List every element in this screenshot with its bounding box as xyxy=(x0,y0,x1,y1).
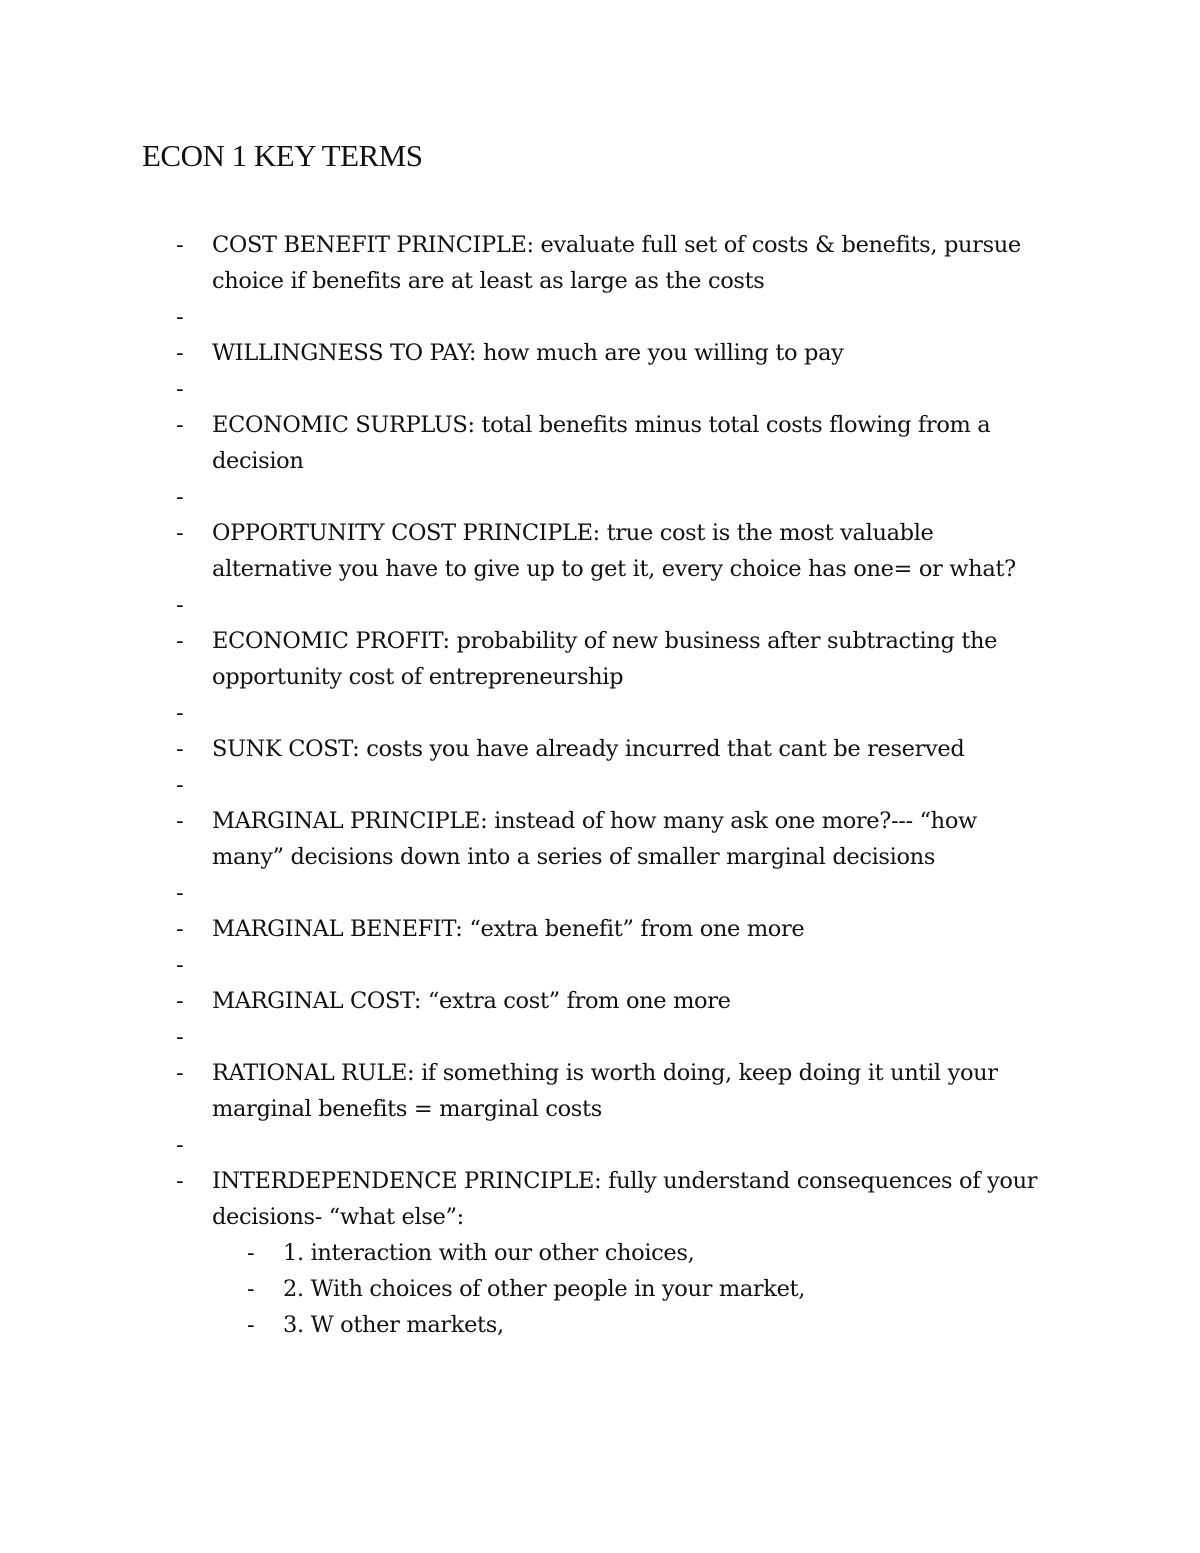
bullet-dash: - xyxy=(247,1276,255,1302)
sub-item-text: 2. With choices of other people in your market, xyxy=(283,1276,806,1302)
term-text xyxy=(212,695,1052,731)
bullet-dash: - xyxy=(176,340,184,366)
term-text: MARGINAL COST: “extra cost” from one more xyxy=(212,988,731,1014)
bullet-dash: - xyxy=(176,916,184,942)
bullet-dash: - xyxy=(176,412,184,438)
sub-item-text: 3. W other markets, xyxy=(283,1312,504,1338)
bullet-dash: - xyxy=(176,880,184,906)
term-text xyxy=(212,1019,1052,1055)
bullet-dash: - xyxy=(176,628,184,654)
list-item xyxy=(0,587,1052,623)
list-item xyxy=(0,911,1052,947)
term-text: MARGINAL BENEFIT: “extra benefit” from one more xyxy=(212,916,805,942)
bullet-dash: - xyxy=(247,1312,255,1338)
bullet-dash: - xyxy=(176,700,184,726)
term-text: WILLINGNESS TO PAY: how much are you willing to pay xyxy=(212,340,844,366)
term-text: ECONOMIC PROFIT: probability of new business after subtracting the opportunity cost of entrepreneurship xyxy=(212,628,998,690)
term-text xyxy=(212,947,1052,983)
bullet-dash: - xyxy=(176,232,184,258)
list-item xyxy=(0,947,1052,983)
list-item xyxy=(0,299,1052,335)
key-terms-list xyxy=(0,227,1200,1343)
term-text: INTERDEPENDENCE PRINCIPLE: fully understand consequences of your decisions- “what else”: xyxy=(212,1168,1038,1230)
list-item xyxy=(0,371,1052,407)
list-item xyxy=(0,227,1052,299)
list-item xyxy=(0,1055,1052,1127)
list-item xyxy=(0,983,1052,1019)
list-item xyxy=(0,767,1052,803)
sub-item-text: 1. interaction with our other choices, xyxy=(283,1240,695,1266)
list-item xyxy=(0,695,1052,731)
list-item xyxy=(0,515,1052,587)
term-text xyxy=(212,587,1052,623)
list-item xyxy=(0,731,1052,767)
term-text xyxy=(212,479,1052,515)
term-text: SUNK COST: costs you have already incurred that cant be reserved xyxy=(212,736,965,762)
list-item xyxy=(0,1019,1052,1055)
list-item xyxy=(0,1127,1052,1163)
sub-list-item xyxy=(0,1235,1043,1271)
term-text xyxy=(212,299,1052,335)
list-item xyxy=(0,875,1052,911)
bullet-dash: - xyxy=(176,952,184,978)
term-text: COST BENEFIT PRINCIPLE: evaluate full set of costs & benefits, pursue choice if benefits are at least as large as the costs xyxy=(212,232,1021,294)
bullet-dash: - xyxy=(176,484,184,510)
sub-list-item xyxy=(0,1307,1043,1343)
bullet-dash: - xyxy=(247,1240,255,1266)
term-text: ECONOMIC SURPLUS: total benefits minus total costs flowing from a decision xyxy=(212,412,991,474)
list-item xyxy=(0,623,1052,695)
list-item xyxy=(0,1163,1052,1235)
bullet-dash: - xyxy=(176,304,184,330)
list-item xyxy=(0,803,1052,875)
sub-list-item xyxy=(0,1271,1043,1307)
bullet-dash: - xyxy=(176,1024,184,1050)
term-text: OPPORTUNITY COST PRINCIPLE: true cost is the most valuable alternative you have to give up to get it, every choice has one= or what? xyxy=(212,520,1016,582)
bullet-dash: - xyxy=(176,736,184,762)
document-title: ECON 1 KEY TERMS xyxy=(142,138,423,173)
list-item xyxy=(0,335,1052,371)
bullet-dash: - xyxy=(176,808,184,834)
list-item xyxy=(0,479,1052,515)
bullet-dash: - xyxy=(176,1060,184,1086)
term-text xyxy=(212,767,1052,803)
term-text xyxy=(212,875,1052,911)
bullet-dash: - xyxy=(176,376,184,402)
term-text: MARGINAL PRINCIPLE: instead of how many ask one more?--- “how many” decisions down into a series of smaller marginal decisions xyxy=(212,808,977,870)
bullet-dash: - xyxy=(176,592,184,618)
term-text xyxy=(212,1127,1052,1163)
bullet-dash: - xyxy=(176,772,184,798)
term-text: RATIONAL RULE: if something is worth doing, keep doing it until your marginal benefits = marginal costs xyxy=(212,1060,998,1122)
bullet-dash: - xyxy=(176,1168,184,1194)
term-text xyxy=(212,371,1052,407)
list-item xyxy=(0,407,1052,479)
bullet-dash: - xyxy=(176,988,184,1014)
bullet-dash: - xyxy=(176,1132,184,1158)
bullet-dash: - xyxy=(176,520,184,546)
